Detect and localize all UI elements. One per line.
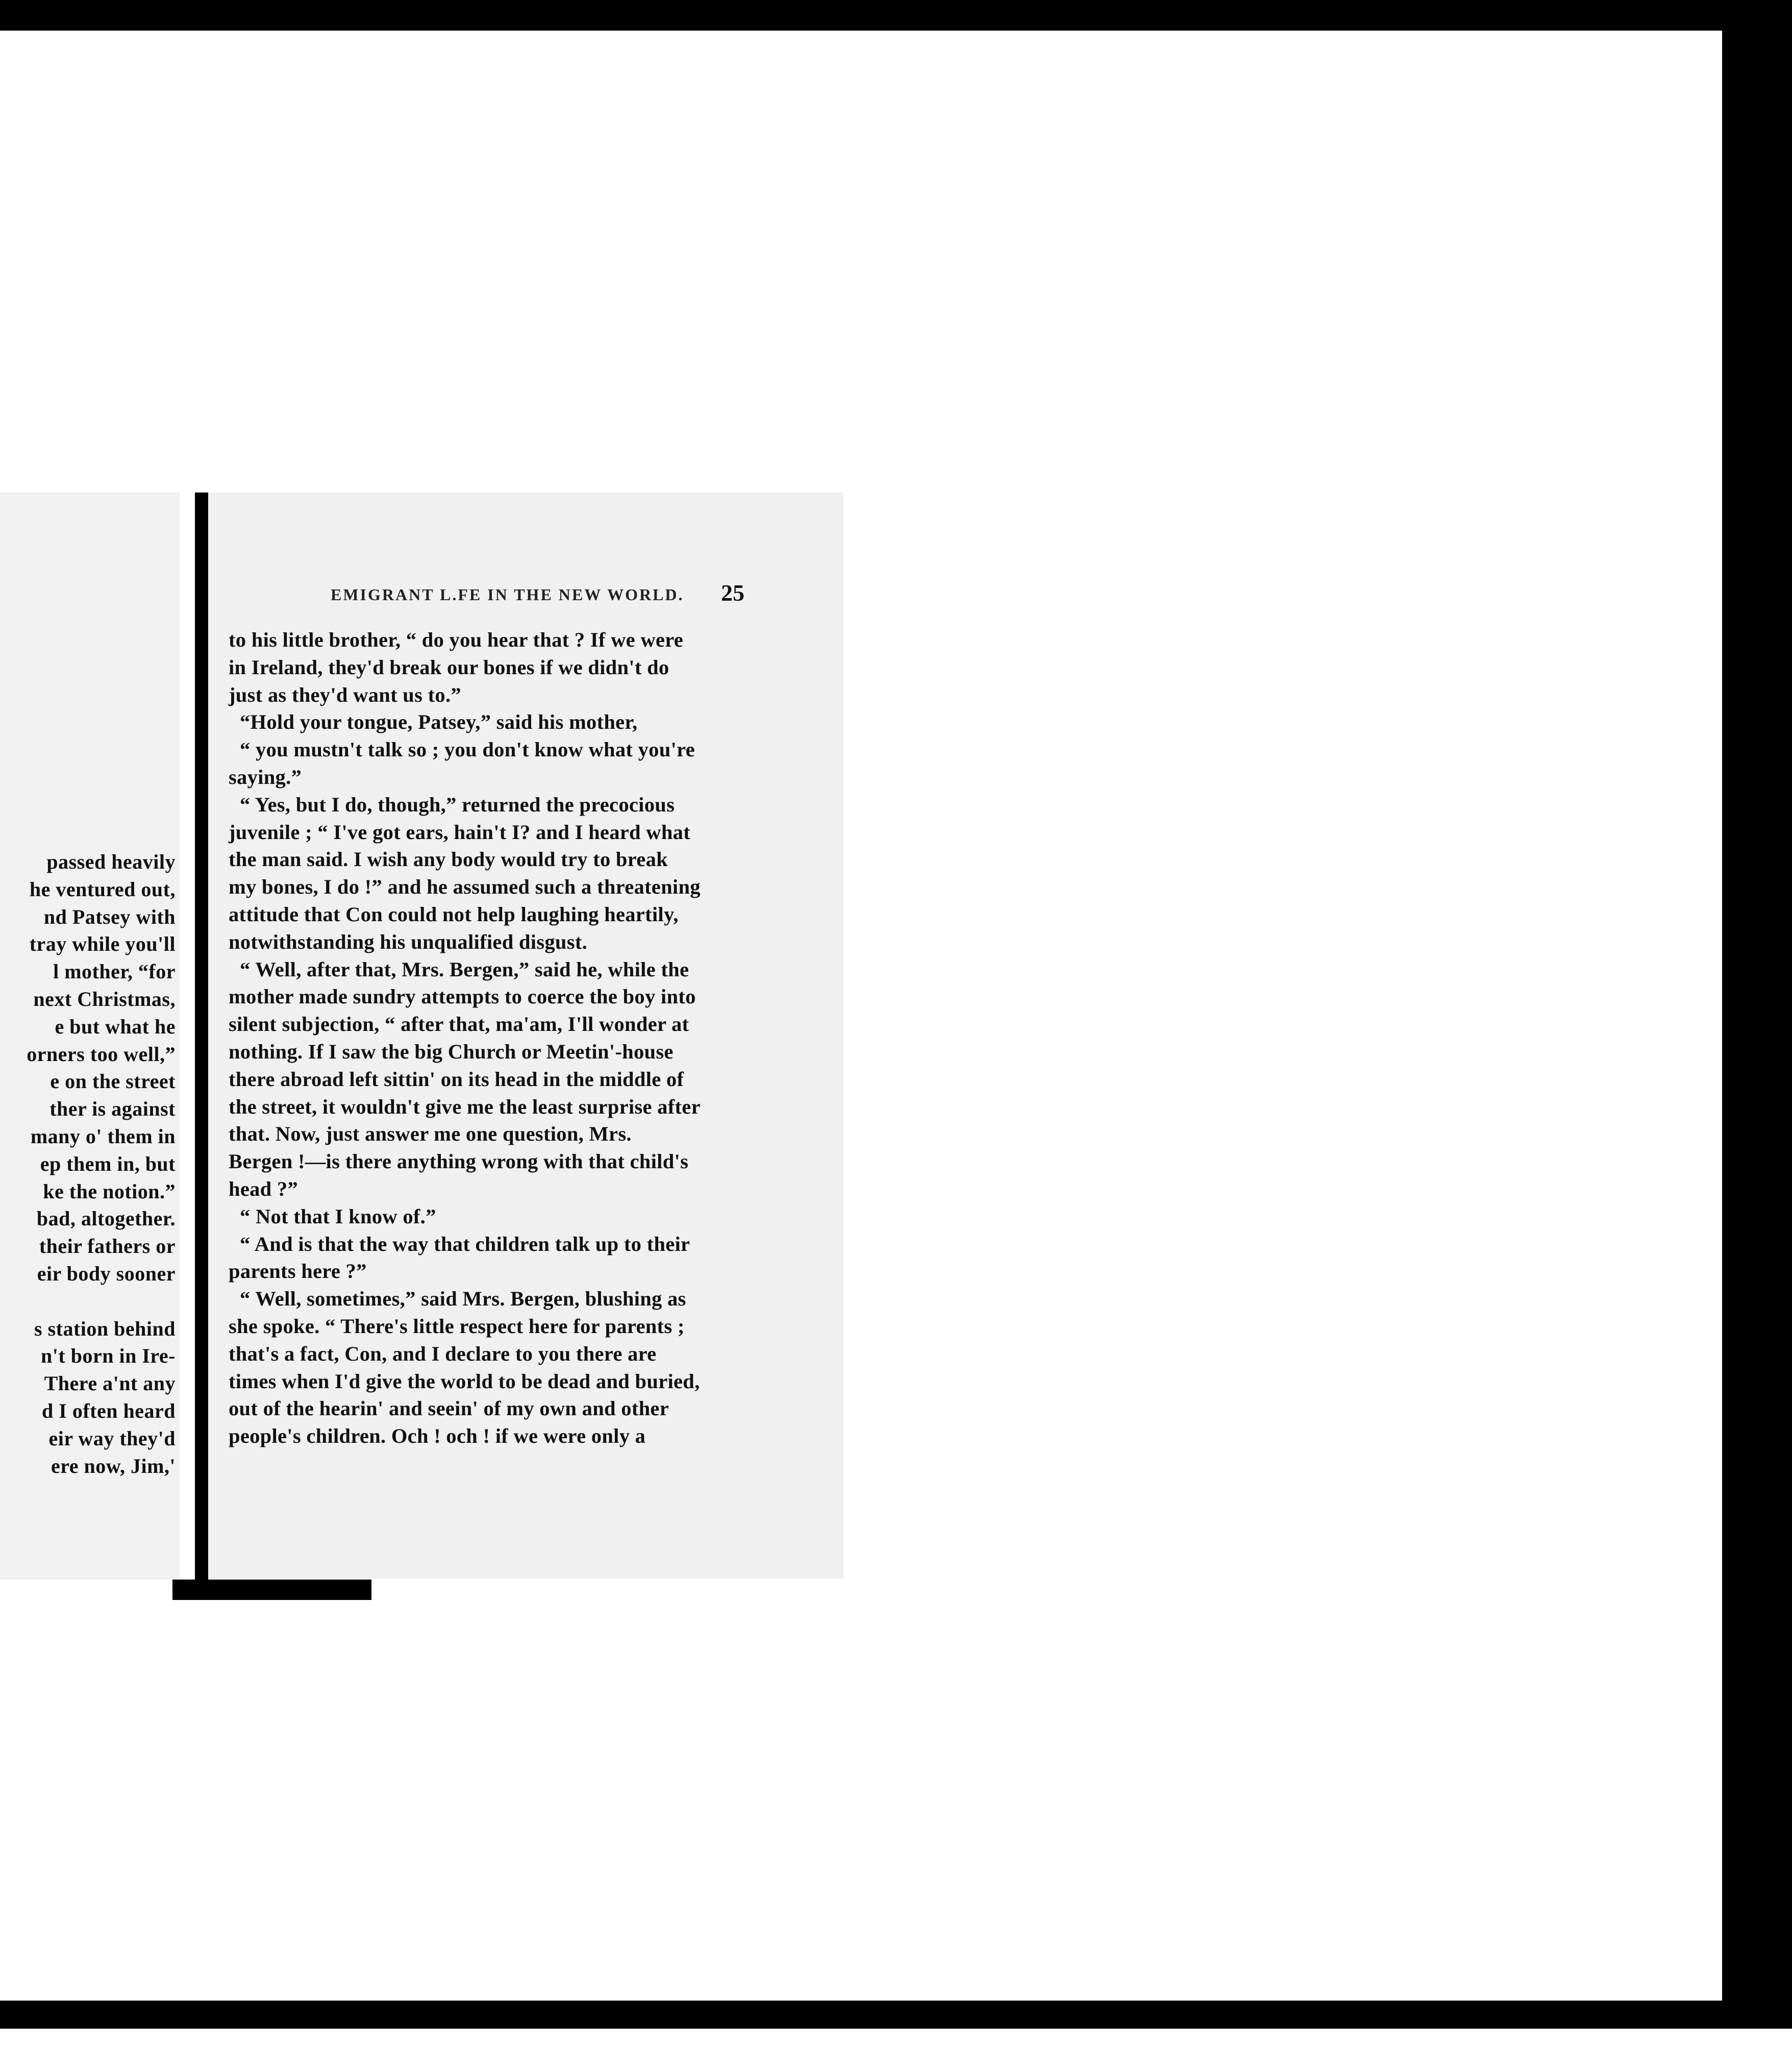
text-line: just as they'd want us to.” [229, 683, 461, 706]
text-line: silent subjection, “ after that, ma'am, I'll wonder at [229, 1013, 689, 1036]
left-page-line: next Christmas, [33, 988, 176, 1011]
right-page [208, 492, 843, 1579]
text-line: in Ireland, they'd break our bones if we didn't do [229, 655, 669, 679]
left-page-line: bad, altogether. [36, 1207, 176, 1230]
text-line: people's children. Och ! och ! if we were only a [229, 1424, 646, 1448]
spine-foot [172, 1580, 371, 1600]
text-line: “ you mustn't talk so ; you don't know what you're [240, 738, 695, 761]
text-line: she spoke. “ There's little respect here for parents ; [229, 1314, 685, 1338]
left-page-line: There a'nt any [44, 1372, 176, 1395]
text-line: head ?” [229, 1177, 298, 1200]
text-line: “ Well, after that, Mrs. Bergen,” said he, while the [240, 957, 689, 981]
left-page-line: nd Patsey with [43, 905, 176, 928]
text-line: to his little brother, “ do you hear that ? If we were [229, 628, 684, 651]
left-page-line: orners too well,” [27, 1042, 176, 1066]
left-page [0, 492, 180, 1580]
page-number: 25 [721, 580, 744, 606]
text-line: “ And is that the way that children talk up to their [240, 1232, 690, 1255]
left-page-line: passed heavily [46, 850, 176, 873]
text-line: that. Now, just answer me one question, Mrs. [229, 1122, 632, 1146]
next-frame-strip [0, 2029, 1792, 2070]
text-line: the street, it wouldn't give me the least surprise after [229, 1095, 701, 1118]
text-line: “Hold your tongue, Patsey,” said his mother, [240, 710, 638, 734]
left-page-line: ther is against [49, 1097, 176, 1121]
left-page-line: n't born in Ire- [41, 1344, 176, 1368]
left-page-line: e but what he [55, 1015, 176, 1038]
text-line: mother made sundry attempts to coerce the boy into [229, 985, 696, 1008]
text-line: Bergen !—is there anything wrong with that child's [229, 1150, 689, 1173]
left-page-line: their fathers or [39, 1235, 176, 1258]
running-head: EMIGRANT L.FE IN THE NEW WORLD. [331, 585, 684, 604]
page-body-text [229, 626, 759, 1450]
text-line: out of the hearin' and seein' of my own and other [229, 1397, 669, 1420]
text-line: “ Well, sometimes,” said Mrs. Bergen, blushing as [240, 1287, 686, 1311]
left-page-line: ke the notion.” [43, 1179, 176, 1203]
left-page-line: many o' them in [30, 1125, 176, 1148]
left-page-line: e on the street [50, 1070, 176, 1093]
text-line: the man said. I wish any body would try to break [229, 848, 668, 871]
text-line: “ Yes, but I do, though,” returned the precocious [240, 793, 675, 816]
text-line: notwithstanding his unqualified disgust. [229, 930, 588, 953]
left-page-line: tray while you'll [29, 932, 176, 956]
text-line: juvenile ; “ I've got ears, hain't I? and I heard what [229, 820, 690, 844]
text-line: “ Not that I know of.” [240, 1204, 436, 1228]
text-line: that's a fact, Con, and I declare to you there are [229, 1342, 657, 1365]
left-page-line: he ventured out, [29, 877, 176, 901]
text-line: parents here ?” [229, 1260, 367, 1283]
book-spine [195, 492, 208, 1580]
microfilm-frame [0, 31, 1722, 2001]
text-line: attitude that Con could not help laughing heartily, [229, 902, 679, 926]
text-line: there abroad left sittin' on its head in the middle of [229, 1067, 684, 1091]
text-line: times when I'd give the world to be dead and buried, [229, 1369, 700, 1393]
left-page-line: l mother, “for [53, 960, 176, 983]
text-line: nothing. If I saw the big Church or Meetin'-house [229, 1040, 674, 1063]
left-page-line: eir way they'd [48, 1426, 176, 1450]
left-page-line: eir body sooner [37, 1262, 176, 1285]
text-line: my bones, I do !” and he assumed such a threatening [229, 875, 701, 899]
left-page-line: s station behind [34, 1317, 176, 1340]
text-line: saying.” [229, 765, 302, 788]
left-page-line: ep them in, but [40, 1152, 176, 1175]
left-page-line: d I often heard [42, 1399, 176, 1422]
left-page-line: ere now, Jim,' [51, 1454, 176, 1477]
